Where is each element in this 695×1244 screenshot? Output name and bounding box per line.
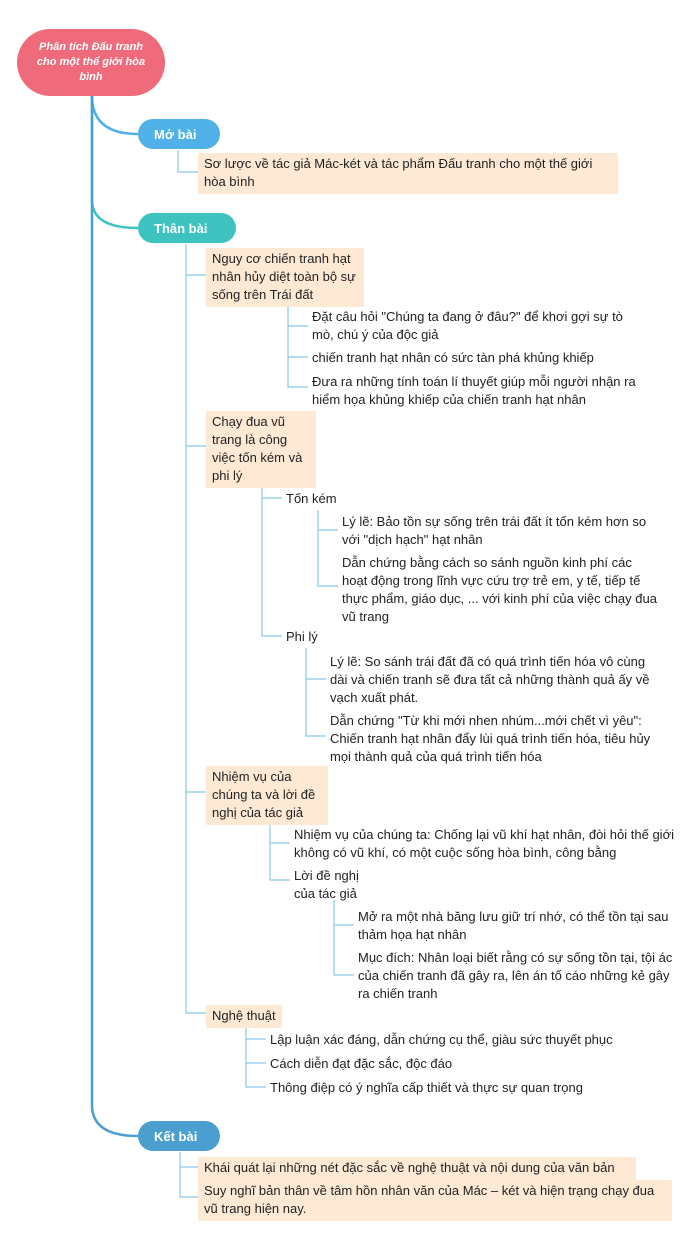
costly-item-1[interactable]: Lý lẽ: Bảo tồn sự sống trên trái đất ít tốn kém hơn so với "dịch hạch" hạt nhân: [342, 514, 647, 547]
danger-node[interactable]: Nguy cơ chiến tranh hạt nhân hủy diệt toàn bộ sự sống trên Trái đất: [206, 248, 364, 307]
art-item-3[interactable]: Thông điệp có ý nghĩa cấp thiết và thực sự quan trọng: [270, 1080, 583, 1095]
conclusion-item-2[interactable]: Suy nghĩ bản thân về tâm hồn nhân văn của Mác – két và hiện trạng chạy đua vũ trang hiện nay.: [198, 1180, 672, 1221]
proposal-node[interactable]: Lời đề nghị của tác giả: [294, 868, 359, 901]
absurd-item-1[interactable]: Lý lẽ: So sánh trái đất đã có quá trình tiến hóa vô cùng dài và chiến tranh sẽ đưa tất cả những thành quả ấy về vạch xuất phát.: [330, 654, 650, 705]
danger-item-3[interactable]: Đưa ra những tính toán lí thuyết giúp mỗi người nhận ra hiểm họa khủng khiếp của chiến tranh hạt nhân: [312, 374, 636, 407]
conclusion-node[interactable]: [138, 1121, 220, 1151]
costly-node[interactable]: Tốn kém: [286, 491, 337, 506]
danger-item-1[interactable]: Đặt câu hỏi "Chúng ta đang ở đâu?" để khơi gợi sự tò mò, chú ý của độc giả: [312, 309, 623, 342]
race-node[interactable]: Chạy đua vũ trang là công việc tốn kém và phi lý: [206, 411, 316, 488]
body-node[interactable]: [138, 213, 236, 243]
danger-item-2[interactable]: chiến tranh hạt nhân có sức tàn phá khủng khiếp: [312, 350, 594, 365]
proposal-item-1[interactable]: Mở ra một nhà băng lưu giữ trí nhớ, có thể tồn tại sau thảm họa hạt nhân: [358, 909, 669, 942]
root-node[interactable]: [17, 29, 165, 96]
intro-node[interactable]: [138, 119, 220, 149]
proposal-item-2[interactable]: Mục đích: Nhân loại biết rằng có sự sống tồn tại, tội ác của chiến tranh đã gây ra, lên án tố cáo những kẻ gây ra chiến tranh: [358, 950, 673, 1001]
absurd-item-2[interactable]: Dẫn chứng "Từ khi mới nhen nhúm...mới chết vì yêu": Chiến tranh hạt nhân đẩy lùi quá trình tiến hóa, tiêu hủy mọi thành quả của quá trình tiến hóa: [330, 713, 651, 764]
absurd-node[interactable]: Phi lý: [286, 629, 318, 644]
art-item-2[interactable]: Cách diễn đạt đặc sắc, độc đáo: [270, 1056, 453, 1071]
intro-item[interactable]: Sơ lược về tác giả Mác-két và tác phẩm Đấu tranh cho một thế giới hòa bình: [198, 153, 618, 194]
intro-label: Mở bài: [154, 126, 197, 142]
art-item-1[interactable]: Lập luận xác đáng, dẫn chứng cụ thể, giàu sức thuyết phục: [270, 1032, 613, 1047]
conclusion-item-1[interactable]: Khái quát lại những nét đặc sắc về nghệ thuật và nội dung của văn bản: [198, 1157, 636, 1180]
costly-item-2[interactable]: Dẫn chứng bằng cách so sánh nguồn kinh phí các hoạt động trong lĩnh vực cứu trợ trẻ em, y tế, tiếp tế thực phẩm, giáo dục, ... với kinh phí của việc chạy đua vũ trang: [342, 555, 657, 624]
body-label: Thân bài: [154, 220, 208, 236]
root-title: Phân tích Đấu tranh cho một thế giới hòa bình: [36, 41, 146, 83]
conclusion-label: Kết bài: [154, 1128, 198, 1144]
art-node[interactable]: Nghệ thuật: [206, 1005, 282, 1028]
task-node[interactable]: Nhiệm vụ của chúng ta và lời đề nghị của tác giả: [206, 766, 328, 825]
task-duty[interactable]: Nhiệm vụ của chúng ta: Chống lại vũ khí hạt nhân, đòi hỏi thế giới không có vũ khí, có một cuộc sống hòa bình, công bằng: [294, 827, 674, 860]
